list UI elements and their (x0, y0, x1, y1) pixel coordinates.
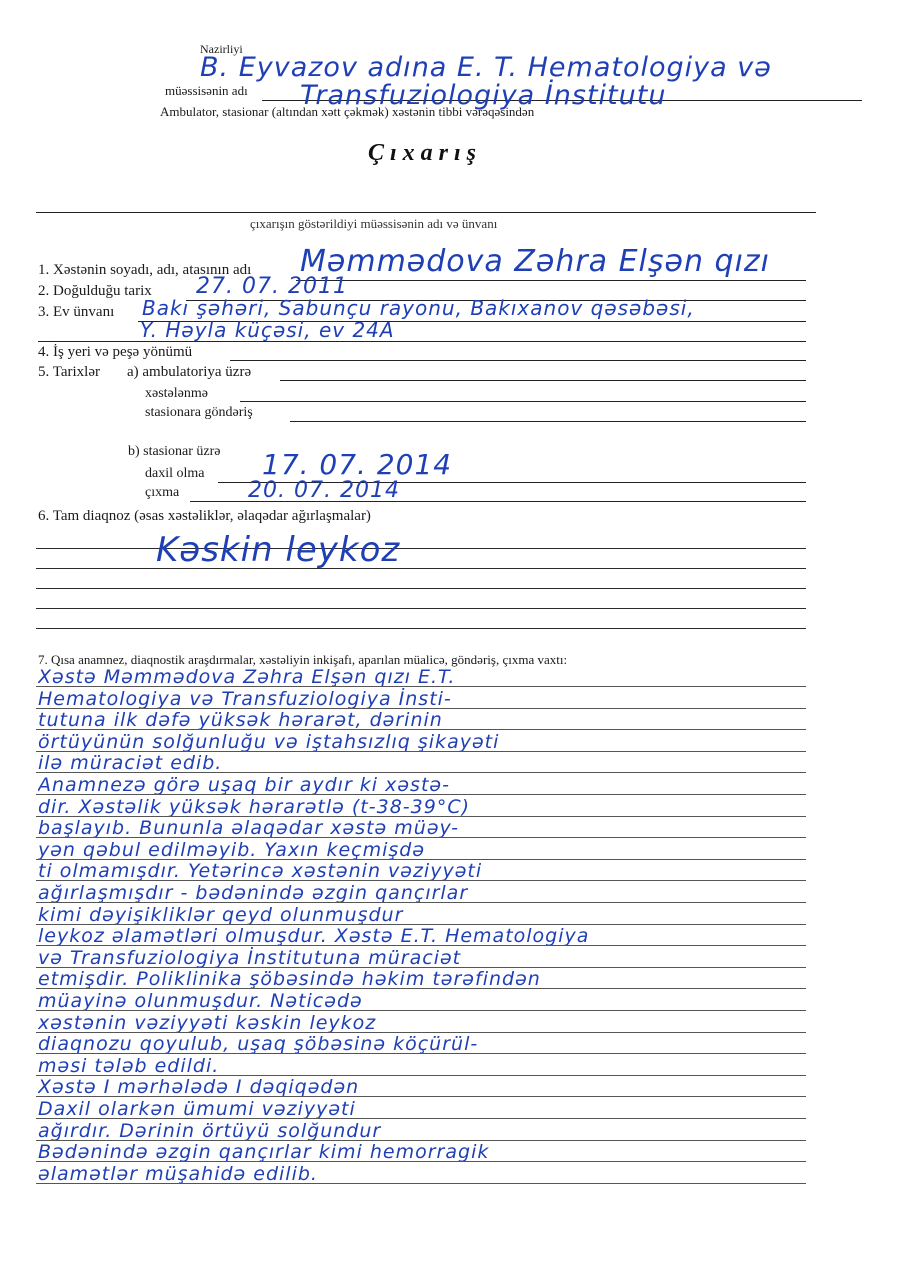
narrative-line: tutuna ilk dəfə yüksək hərarət, dərinin (38, 709, 443, 732)
field5b-admit-label: daxil olma (145, 466, 205, 481)
narrative-line: ti olmamışdır. Yetərincə xəstənin vəziyyəti (38, 860, 483, 883)
page-title: Çıxarış (368, 140, 483, 166)
narrative-line: leykoz əlamətləri olmuşdur. Xəstə E.T. Hematologiya (38, 925, 590, 948)
institution-handwritten-line2: Transfuziologiya İnstitutu (300, 80, 667, 111)
field4-label: 4. İş yeri və peşə yönümü (38, 344, 193, 360)
field5b-exit-label: çıxma (145, 485, 180, 500)
field5a-sent-underline (290, 421, 806, 422)
narrative-line: diaqnozu qoyulub, uşaq şöbəsinə köçürül- (38, 1033, 479, 1056)
field5a-sent-label: stasionara göndəriş (145, 405, 253, 420)
field6-line-3 (36, 588, 806, 589)
narrative-line: məsi tələb edildi. (38, 1054, 220, 1077)
field5a-sick-underline (240, 401, 806, 402)
field6-line-2 (36, 568, 806, 569)
field5b-label: b) stasionar üzrə (128, 444, 221, 459)
field5a-underline (280, 380, 806, 381)
narrative-line: müayinə olunmuşdur. Nəticədə (38, 990, 363, 1012)
ministry-fragment: Nazirliyi (200, 42, 243, 56)
field7-label: 7. Qısa anamnez, diaqnostik araşdırmalar, xəstəliyin inkişafı, aparılan müalicə, göndəriş, çıxma vaxtı: (38, 652, 568, 667)
narrative-rule (36, 1183, 806, 1184)
field6-line-1 (36, 548, 806, 549)
narrative-line: ağırdır. Dərinin örtüyü solğundur (38, 1119, 382, 1142)
destination-caption: çıxarışın göstərildiyi müəssisənin adı və ünvanı (250, 216, 498, 231)
narrative-line: əlamətlər müşahidə edilib. (38, 1162, 318, 1185)
narrative-line: etmişdir. Poliklinika şöbəsində həkim tərəfindən (38, 968, 541, 991)
field1-underline (296, 280, 806, 281)
narrative-line: dir. Xəstəlik yüksək hərarətlə (t-38-39°C) (38, 795, 471, 818)
field5b-exit-value: 20. 07. 2014 (248, 478, 400, 503)
field3-label: 3. Ev ünvanı (38, 304, 115, 320)
field5-label: 5. Tarixlər (38, 364, 100, 380)
field1-value: Məmmədova Zəhra Elşən qızı (300, 244, 770, 279)
ambulatory-note: Ambulator, stasionar (altından xətt çəkmək) xəstənin tibbi vərəqəsindən (160, 104, 535, 119)
field5a-label: a) ambulatoriya üzrə (127, 364, 252, 380)
narrative-line: örtüyünün solğunluğu və iştahsızlıq şikayəti (38, 730, 500, 753)
narrative-line: və Transfuziologiya İnstitutuna müraciət (38, 946, 462, 969)
narrative-line: Hematologiya və Transfuziologiya İnsti- (38, 687, 452, 710)
field5a-sick-label: xəstələnmə (145, 386, 208, 401)
field1-label: 1. Xəstənin soyadı, adı, atasının adı (38, 262, 252, 278)
narrative-line: Xəstə Məmmədova Zəhra Elşən qızı E.T. (38, 666, 456, 688)
narrative-line: yən qəbul edilməyib. Yaxın keçmişdə (38, 838, 426, 861)
narrative-line: başlayıb. Bununla əlaqədar xəstə müəy- (38, 817, 459, 840)
narrative-line: Xəstə I mərhələdə I dəqiqədən (38, 1076, 360, 1099)
field6-line-4 (36, 608, 806, 609)
institution-label: müəssisənin adı (165, 83, 248, 98)
field3-value-line1: Bakı şəhəri, Sabunçu rayonu, Bakıxanov qəsəbəsi, (142, 296, 695, 320)
destination-underline (36, 212, 816, 213)
narrative-line: ağırlaşmışdır - bədənində əzgin qançırlar (38, 882, 469, 904)
field2-value: 27. 07. 2011 (196, 274, 348, 299)
narrative-line: Anamnezə görə uşaq bir aydır ki xəstə- (38, 774, 450, 796)
narrative-line: Daxil olarkən ümumi vəziyyəti (38, 1098, 356, 1120)
field4-underline (230, 360, 806, 361)
field3-value-line2: Y. Həyla küçəsi, ev 24A (140, 318, 395, 342)
institution-handwritten-line1: B. Eyvazov adına E. T. Hematologiya və (200, 52, 772, 83)
field6-line-5 (36, 628, 806, 629)
field5b-admit-value: 17. 07. 2014 (262, 448, 453, 481)
narrative-line: ilə müraciət edib. (38, 752, 223, 775)
field6-value: Kəskin leykoz (156, 530, 401, 570)
field2-label: 2. Doğulduğu tarix (38, 283, 152, 299)
narrative-line: kimi dəyişikliklər qeyd olunmuşdur (38, 903, 404, 926)
narrative-line: Bədənində əzgin qançırlar kimi hemorragik (38, 1141, 490, 1164)
field6-label: 6. Tam diaqnoz (əsas xəstəliklər, əlaqədar ağırlaşmalar) (38, 508, 371, 524)
narrative-line: xəstənin vəziyyəti kəskin leykoz (38, 1011, 377, 1034)
